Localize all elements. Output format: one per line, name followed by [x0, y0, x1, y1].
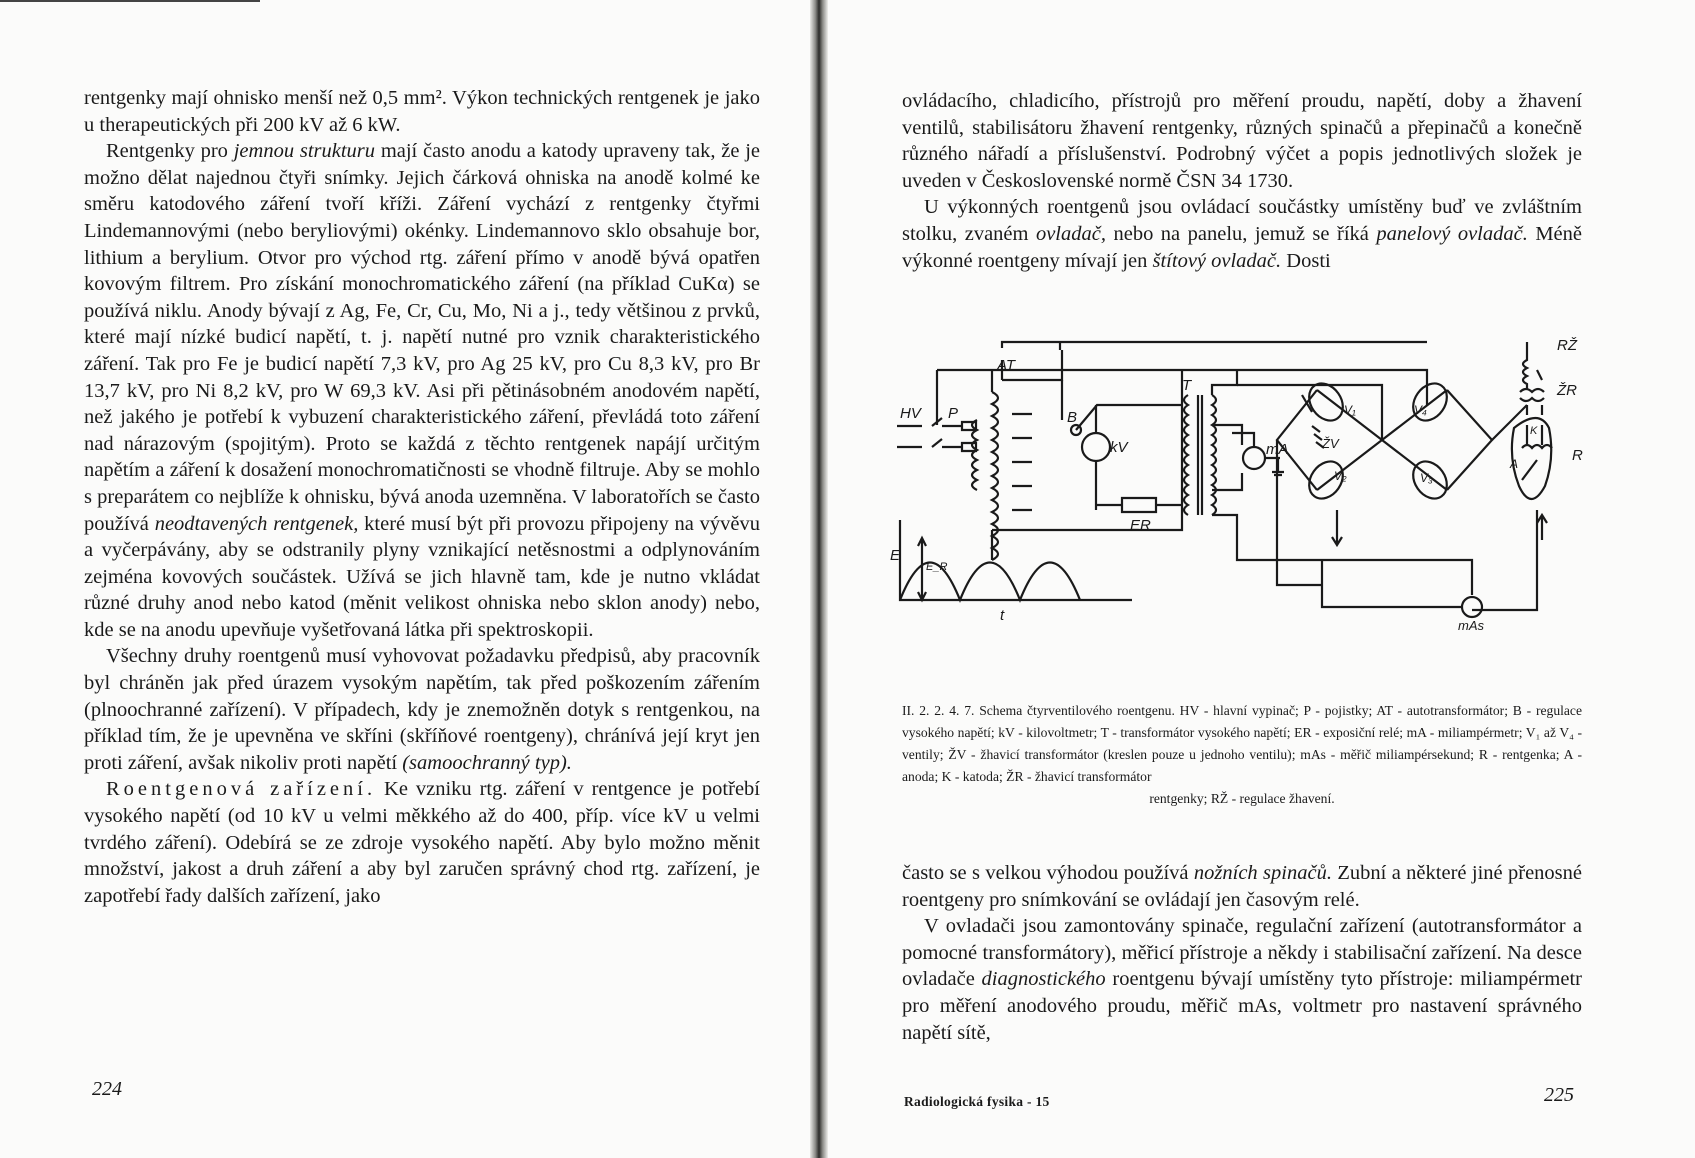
paragraph-r1: ovládacího, chladicího, přístrojů pro měření proudu, napětí, doby a žhavení ventilů, stabilisátoru žhavení rentgenky, různých spinačů a přepinačů a konečně různého nářadí a příslušenství. Podrobný výčet a popis jednotlivých složek je uveden v Československé normě ČSN 34 1730. — [902, 90, 1582, 192]
label-b: B — [1067, 409, 1078, 426]
paragraph-r4: V ovladači jsou zamontovány spinače, regulační zařízení (autotransformátor a pomocné transformátory), měřicí přístroje a někdy i stabilisační zařízení. Na desce ovladače diagnostického roentgenu bývají umístěny tyto přístroje: miliampérmetr pro měření anodového proudu, měřič mAs, voltmetr pro nastavení správného napětí sítě, — [902, 915, 1582, 1044]
top-rule — [0, 0, 260, 2]
label-v2: V₂ — [1334, 469, 1347, 483]
right-page-text-bottom — [902, 860, 1582, 1046]
label-v1: V₁ — [1344, 403, 1356, 417]
left-page — [0, 0, 814, 1158]
label-hv: HV — [900, 405, 921, 422]
right-page-text-top — [902, 88, 1582, 274]
page-number-left: 224 — [92, 1078, 122, 1100]
label-er-wave: E_R — [926, 561, 948, 573]
page-number-right: 225 — [1544, 1084, 1574, 1106]
label-zv: ŽV — [1322, 436, 1339, 451]
paragraph-r2: U výkonných roentgenů jsou ovládací součástky umístěny buď ve zvláštním stolku, zvaném ovladač, nebo na panelu, jemuž se říká panelový ovladač. Méně výkonné roentgeny mívají jen štítový ovladač. Dosti — [902, 196, 1583, 272]
label-e: E — [890, 547, 901, 564]
emphasis-jemnou: jemnou strukturu — [233, 140, 376, 163]
paragraph-4: Roentgenová zařízení. Ke vzniku rtg. záření v rentgence je potřebí vysokého napětí (od 10 kV u velmi měkkého až do 400, příp. více kV u velmi tvrdého záření). Odebírá se ze zdroje vysokého napětí. Aby bylo možno měnit množství, jakost a druh záření a aby byl zaručen správný chod rtg. zařízení, je zapotřebí řady dalších zařízení, jako — [84, 778, 760, 907]
paragraph-1: rentgenky mají ohnisko menší než 0,5 mm². Výkon technických rentgenek je jako u therapeutických při 200 kV až 6 kW. — [84, 87, 760, 136]
label-p: P — [948, 405, 959, 422]
label-mas: mAs — [1458, 618, 1484, 633]
left-page-text — [84, 85, 760, 909]
right-page — [822, 0, 1695, 1158]
label-k: K — [1530, 425, 1538, 437]
paragraph-r3: často se s velkou výhodou používá nožních spinačů. Zubní a některé jiné přenosné roentgeny pro snímkování se ovládají jen časovým relé. — [902, 862, 1583, 911]
figure-caption: II. 2. 2. 4. 7. Schema čtyrventilového roentgenu. HV - hlavní vypinač; P - pojistky; AT - autotransformátor; B - regulace vysokého napětí; kV - kilovoltmetr; T - transformátor vysokého napětí; ER - exposiční relé; mA - miliampérmetr; V₁ až V₄ - ventily; ŽV - žhavicí transformátor (kreslen pouze u jednoho ventilu); mAs - měřič miliampérsekund; R - rentgenka; A - anoda; K - katoda; ŽR - žhavicí transformátor rentgenky; RŽ - regulace žhavení. — [902, 703, 1582, 806]
circuit-diagram — [882, 330, 1602, 690]
label-rz: RŽ — [1557, 337, 1577, 354]
signature-mark: Radiologická fysika - 15 — [904, 1094, 1050, 1109]
label-er: ER — [1130, 517, 1151, 534]
label-v3: V₃ — [1420, 471, 1433, 485]
label-r: R — [1572, 447, 1583, 464]
paragraph-2: Rentgenky pro jemnou strukturu mají často anodu a katody upraveny tak, že je možno dělat najednou čtyři snímky. Jejich čárková ohniska na anodě kolmé ke směru katodového záření tvoří kříži. Záření vychází z rentgenky čtyřmi Lindemannovými (nebo beryliovými) okénky. Lindemannovo sklo obsahuje bor, lithium a berylium. Otvor pro východ rtg. záření přímo v anodě bývá opatřen kovovým filtrem. Pro získání monochromatického záření (na příklad CuKα) se používá niklu. Anody bývají z Ag, Fe, Cr, Cu, Mo, Ni a j., tedy většinou z prvků, které mají nízké budicí napětí, t. j. napětí nutné pro vznik charakteristického záření. Tak pro Fe je budicí napětí 7,3 kV, pro Ag 25 kV, pro Cu 8,3 kV, pro Br 13,7 kV, pro Ni 8,2 kV, pro W 69,3 kV. Asi při pětinásobném anodovém napětí, než jakého je potřebí k vybuzení charakteristického záření, převládá toto záření nad nárazovým (spojitým). Proto se každá z těchto rentgenek napájí určitým napětím a záření k dosažení monochromatičnosti se vhodně filtruje. Aby se mohlo s preparátem co nejblíže k ohnisku, bývá anoda uzemněna. V laboratořích se často používá neodtavených rentgenek, které musí být při provozu připojeny na vývěvu a vyčerpávány, aby se odstranily plyny vznikající netěsnostmi a odplynováním zejména kovových součástek. Užívá se jich hlavně tam, kde je nutno vkládat různé druhy anod nebo katod (měnit velikost ohniska nebo sklon anody) nebo, kde se na anodu upevňuje vyšetřovaná látka při spektroskopii. — [84, 140, 761, 641]
paragraph-3: Všechny druhy roentgenů musí vyhovovat požadavku předpisů, aby pracovník byl chráněn jak před úrazem vysokým napětím, tak před poškozením zářením (plnoochranné zařízení). V případech, kdy je znemožněn dotyk s rentgenkou, na příklad tím, že je upevněna ve skříni (skříňové roentgeny), chránívá její kryt jen proti záření, avšak nikoliv proti napětí (samoochranný typ). — [84, 645, 760, 774]
label-t: T — [1182, 377, 1192, 394]
label-v4: V₄ — [1414, 403, 1427, 417]
label-a: A — [1510, 457, 1519, 471]
emphasis-neodtavenych: neodtavených rentgenek, — [154, 512, 359, 535]
label-ma: mA — [1266, 441, 1289, 458]
label-kv: kV — [1110, 439, 1128, 456]
emphasis-samoochranny: (samoochranný typ). — [402, 751, 572, 774]
label-t-time: t — [1000, 607, 1005, 624]
spaced-heading: Roentgenová zařízení. — [106, 778, 377, 801]
label-at: AT — [997, 357, 1016, 374]
label-zr: ŽR — [1557, 382, 1577, 399]
